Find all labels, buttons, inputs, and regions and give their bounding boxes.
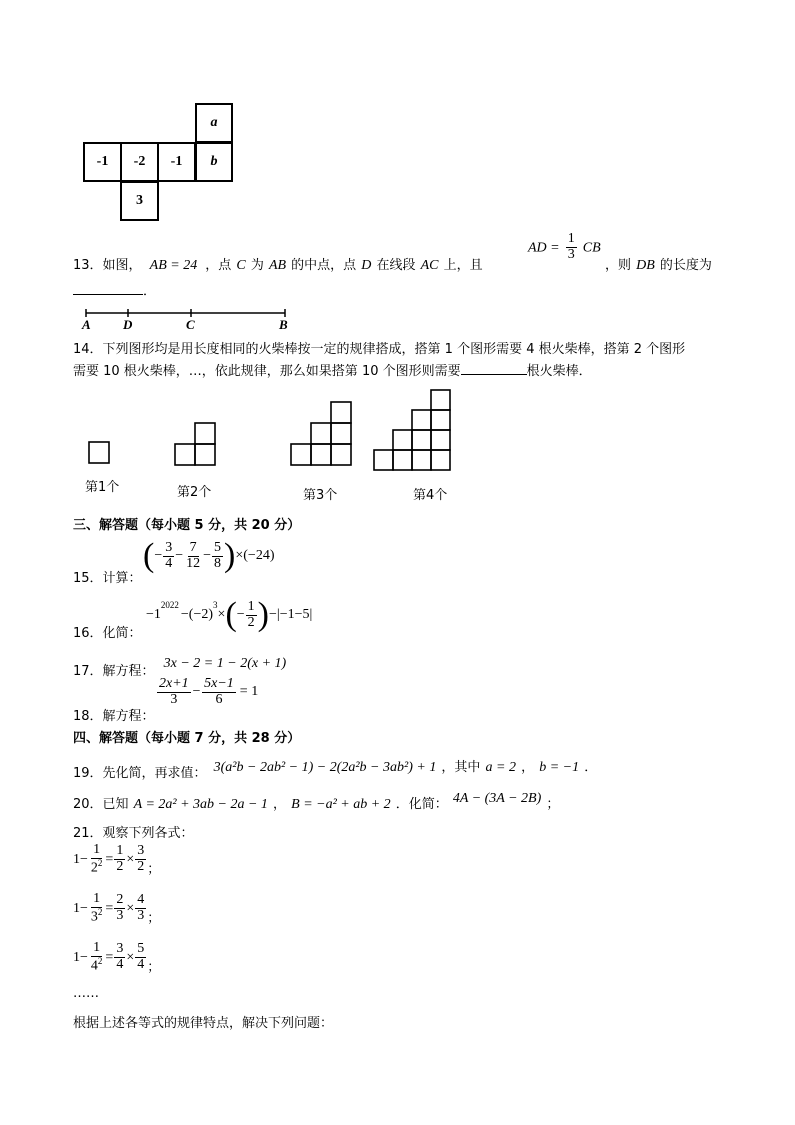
caption-fig3: 第3个 xyxy=(303,488,338,503)
minus: − xyxy=(191,684,202,700)
frac xyxy=(135,844,146,874)
q13-condition xyxy=(528,232,601,262)
q19-end: ． xyxy=(584,760,598,775)
semicolon: ； xyxy=(147,960,161,976)
label-c: C xyxy=(186,317,195,332)
frac-den: 4 xyxy=(116,957,124,973)
paren: ( xyxy=(143,537,155,574)
fig1-square xyxy=(89,442,109,463)
net-cell-a xyxy=(195,103,233,143)
q19-b: b = −1 xyxy=(539,760,580,775)
frac-den: 2 xyxy=(247,614,255,630)
frac xyxy=(184,541,202,571)
q13-text: 在线段 xyxy=(376,258,416,273)
one: 1− xyxy=(73,949,88,965)
frac xyxy=(246,600,257,630)
frac-num: 3 xyxy=(137,843,145,859)
frac-num: 5 xyxy=(214,539,222,555)
q16-exp: 2022 xyxy=(160,600,179,610)
frac-num: 7 xyxy=(189,539,197,555)
frac-num: 5 xyxy=(137,941,145,957)
net-cell-text: 3 xyxy=(136,193,143,208)
frac-den: 3 xyxy=(170,691,178,707)
q13-var: DB xyxy=(636,258,655,273)
semicolon: ； xyxy=(147,862,161,878)
frac-den: 4 xyxy=(137,957,145,973)
minus: − xyxy=(175,548,184,563)
frac xyxy=(212,541,223,571)
q13-text: ，则 xyxy=(605,258,632,273)
q19-expression: 3(a²b − 2ab² − 1) − 2(2a²b − 3ab²) + 1 xyxy=(213,760,437,775)
segment-diagram xyxy=(80,306,295,332)
q20-expression: 4A − (3A − 2B) xyxy=(452,791,542,806)
frac-den xyxy=(89,957,105,974)
frac xyxy=(114,893,125,923)
q21-ellipsis: …… xyxy=(73,986,99,1001)
frac-num: 1 xyxy=(567,231,575,246)
q13-text: 为 xyxy=(250,258,264,273)
frac xyxy=(157,677,191,707)
frac xyxy=(89,941,105,974)
matchstick-figures xyxy=(80,383,460,473)
minus: − xyxy=(236,607,245,622)
q13-ad: AD = xyxy=(528,240,560,256)
q20-label: 20．已知 xyxy=(73,797,129,812)
paren: ( xyxy=(225,596,237,633)
paren: ) xyxy=(257,596,269,633)
q18-label: 18．解方程： xyxy=(73,709,155,724)
q13-text: ，点 xyxy=(205,258,232,273)
frac-den: 4 xyxy=(165,555,173,571)
answer-blank xyxy=(73,282,143,295)
frac-den: 3 xyxy=(116,908,124,924)
q14-text: 根火柴棒． xyxy=(526,364,592,379)
q21-row-2 xyxy=(73,892,160,925)
q13-var: AB xyxy=(268,258,287,273)
frac xyxy=(89,843,105,876)
net-cell-text: -2 xyxy=(133,154,146,169)
net-cell xyxy=(83,142,122,182)
q15-expression xyxy=(143,537,275,575)
q20-b-def: B = −a² + ab + 2 xyxy=(291,797,391,812)
q15-tail: ×(−24) xyxy=(235,548,275,563)
q21-row-1 xyxy=(73,843,160,876)
q17-label: 17．解方程： xyxy=(73,664,155,679)
frac-den: 3 xyxy=(567,246,575,262)
q21-final: 根据上述各等式的规律特点，解决下列问题： xyxy=(73,1016,334,1031)
net-cell-text: a xyxy=(210,115,218,130)
q15-label: 15．计算： xyxy=(73,571,142,586)
q14-line2 xyxy=(73,360,592,379)
frac-num: 1 xyxy=(116,843,124,859)
fig3 xyxy=(291,402,351,465)
frac-num: 5x−1 xyxy=(204,676,234,691)
q16-part: × xyxy=(217,607,226,622)
frac xyxy=(89,892,105,925)
label-d: D xyxy=(123,317,133,332)
q16-exp: 3 xyxy=(213,600,218,610)
q20-sep: ， xyxy=(273,797,287,812)
q13-text: 上，且 xyxy=(443,258,483,273)
fig4 xyxy=(374,390,450,470)
paren: ) xyxy=(224,537,236,574)
frac-den: 2 xyxy=(116,859,124,875)
q20-end: ； xyxy=(546,797,560,812)
frac-den xyxy=(89,908,105,925)
q13-tail xyxy=(605,254,712,274)
q18-equation xyxy=(156,677,258,707)
frac-den: 8 xyxy=(214,555,222,571)
equals: = xyxy=(105,900,114,916)
frac xyxy=(114,844,125,874)
label-b: B xyxy=(279,317,288,332)
q13-var: C xyxy=(236,258,246,273)
label-a: A xyxy=(82,317,91,332)
q16-part: −|−1−5| xyxy=(269,607,313,622)
frac-den: 3 xyxy=(137,908,145,924)
den-base: 2 xyxy=(90,860,98,876)
q16-part: −1 xyxy=(146,607,161,622)
q19-label: 19．先化简，再求值： xyxy=(73,766,207,781)
frac-num: 1 xyxy=(247,598,255,614)
q21-label: 21．观察下列各式： xyxy=(73,826,194,841)
net-cell xyxy=(120,181,159,221)
fig2 xyxy=(175,423,215,465)
minus: − xyxy=(203,548,212,563)
answer-blank xyxy=(461,362,527,375)
q18-rhs: = 1 xyxy=(239,684,259,700)
den-base: 4 xyxy=(90,958,98,974)
frac-num: 3 xyxy=(116,941,124,957)
net-cell-text: -1 xyxy=(96,154,109,169)
q20-text: ．化简： xyxy=(395,797,448,812)
frac-num: 2x+1 xyxy=(159,676,189,691)
times: × xyxy=(126,949,135,965)
question-13 xyxy=(73,254,483,274)
frac xyxy=(202,677,236,707)
q13-var: D xyxy=(361,258,372,273)
times: × xyxy=(126,900,135,916)
one: 1− xyxy=(73,900,88,916)
frac-den xyxy=(89,859,105,876)
q13-number: 13．如图， xyxy=(73,258,142,273)
one: 1− xyxy=(73,851,88,867)
q19-sep: ， xyxy=(521,760,535,775)
q16-expression xyxy=(146,596,312,634)
caption-fig4: 第4个 xyxy=(413,488,448,503)
semicolon: ； xyxy=(147,911,161,927)
frac-num: 1 xyxy=(93,891,101,906)
q13-end: ． xyxy=(143,284,157,299)
net-cell xyxy=(157,142,196,182)
q13-cb: CB xyxy=(582,240,601,256)
den-base: 3 xyxy=(90,909,98,925)
frac-num: 2 xyxy=(116,892,124,908)
q13-text: 的长度为 xyxy=(659,258,712,273)
frac xyxy=(135,893,146,923)
question-20 xyxy=(73,793,559,813)
net-cell xyxy=(120,142,159,182)
q13-text: 的中点，点 xyxy=(291,258,357,273)
q16-label: 16．化简： xyxy=(73,626,142,641)
frac-num: 3 xyxy=(165,539,173,555)
den-exp: 2 xyxy=(97,906,103,917)
frac-den: 2 xyxy=(137,859,145,875)
q16-part: −(−2) xyxy=(180,607,214,622)
q13-ab-eq: AB = 24 xyxy=(149,258,198,273)
net-cell-b xyxy=(195,142,233,182)
equals: = xyxy=(105,949,114,965)
times: × xyxy=(126,851,135,867)
frac xyxy=(163,541,174,571)
q17-equation: 3x − 2 = 1 − 2(x + 1) xyxy=(163,656,287,671)
q13-fraction xyxy=(566,232,577,262)
question-19 xyxy=(73,756,598,781)
section-4-heading: 四、解答题（每小题 7 分，共 28 分） xyxy=(73,731,301,746)
frac-num: 1 xyxy=(93,842,101,857)
net-cell-text: -1 xyxy=(170,154,183,169)
q14-line1: 14．下列图形均是用长度相同的火柴棒按一定的规律搭成，搭第 1 个图形需要 4 根火柴棒，搭第 2 个图形 xyxy=(73,342,686,357)
q19-a: a = 2 xyxy=(485,760,516,775)
question-17 xyxy=(73,652,287,679)
q13-var: AC xyxy=(420,258,439,273)
den-exp: 2 xyxy=(97,857,103,868)
section-3-heading: 三、解答题（每小题 5 分，共 20 分） xyxy=(73,518,301,533)
q14-text: 需要 10 根火柴棒，…，依此规律，那么如果搭第 10 个图形则需要 xyxy=(73,364,461,379)
net-cell-text: b xyxy=(210,154,218,169)
equals: = xyxy=(105,851,114,867)
frac-num: 4 xyxy=(137,892,145,908)
q13-answer-line xyxy=(73,280,156,299)
den-exp: 2 xyxy=(97,955,103,966)
frac-num: 1 xyxy=(93,940,101,955)
q20-a-def: A = 2a² + 3ab − 2a − 1 xyxy=(133,797,268,812)
q21-row-3 xyxy=(73,941,160,974)
frac-den: 6 xyxy=(215,691,223,707)
caption-fig1: 第1个 xyxy=(85,480,120,495)
q19-text: ，其中 xyxy=(441,760,481,775)
frac xyxy=(135,942,146,972)
frac-den: 12 xyxy=(186,555,201,571)
minus: − xyxy=(154,548,163,563)
frac xyxy=(114,942,125,972)
caption-fig2: 第2个 xyxy=(177,485,212,500)
